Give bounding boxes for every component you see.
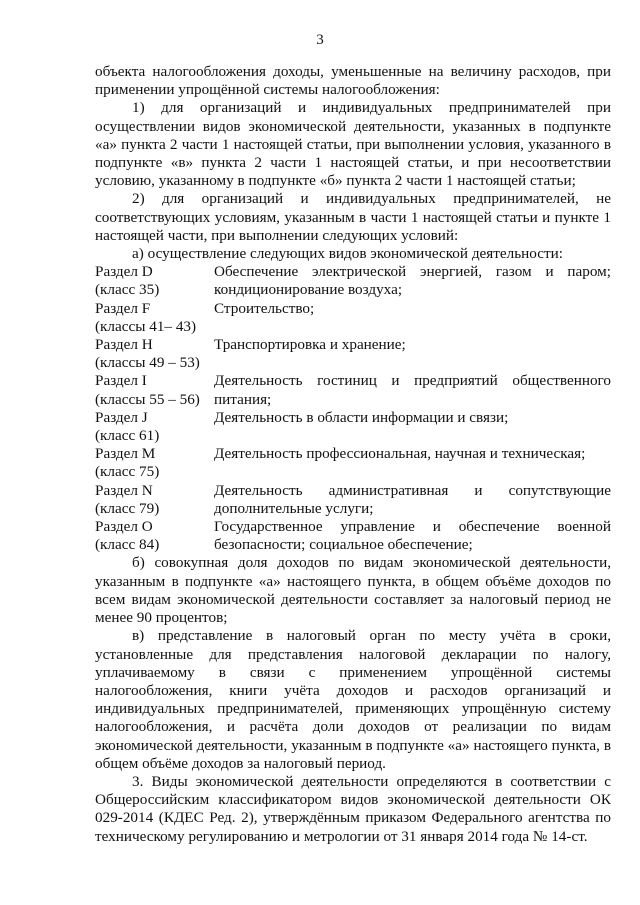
section-cell (95, 336, 214, 372)
paragraph-item-1: 1) для организаций и индивидуальных предпринимателей при осуществлении видов экономической деятельности, указанных в подпункте «а» пункта 2 части 1 настоящей статьи, при выполнении условия, указанного в подпункте «в» пункта 2 части 1 настоящей статьи, и при несоответствии условию, указанному в подпункте «б» пункта 2 части 1 настоящей статьи; (95, 99, 611, 190)
activity-description: Обеспечение электрической энергией, газом и паром; кондиционирование воздуха; (214, 263, 611, 299)
section-name: Раздел D (95, 263, 153, 281)
section-name: Раздел M (95, 445, 156, 463)
table-row (95, 409, 611, 445)
section-cell (95, 482, 214, 518)
table-row (95, 445, 611, 481)
paragraph-subitem-a: а) осуществление следующих видов экономической деятельности: (132, 245, 563, 263)
section-classes: (класс 84) (95, 536, 160, 554)
section-classes: (классы 41– 43) (95, 317, 197, 335)
section-cell (95, 409, 214, 445)
table-row (95, 372, 611, 408)
activity-description: Деятельность административная и сопутствующие дополнительные услуги; (214, 481, 611, 517)
section-classes: (класс 75) (95, 463, 160, 481)
section-cell (95, 445, 214, 481)
section-cell (95, 518, 214, 554)
table-row (95, 336, 611, 372)
paragraph-item-2: 2) для организаций и индивидуальных предпринимателей, не соответствующих условиям, указанным в части 1 настоящей статьи и пункте 1 настоящей части, при выполнении следующих условий: (95, 190, 611, 244)
activity-description: Деятельность гостиниц и предприятий общественного питания; (214, 372, 611, 408)
table-row (95, 300, 611, 336)
section-classes: (класс 35) (95, 281, 160, 299)
table-row (95, 518, 611, 554)
document-body (95, 63, 611, 846)
section-classes: (класс 79) (95, 499, 160, 517)
paragraph-item-3: 3. Виды экономической деятельности определяются в соответствии с Общероссийским классификатором видов экономической деятельности ОК 029-2014 (КДЕС Ред. 2), утверждённым приказом Федерального агентства по техническому регулированию и метрологии от 31 января 2014 года № 14-ст. (95, 772, 611, 845)
section-classes: (классы 55 – 56) (95, 390, 200, 408)
section-name: Раздел O (95, 518, 153, 536)
page-number: 3 (316, 32, 324, 48)
section-cell (95, 372, 214, 408)
activity-description: Деятельность профессиональная, научная и техническая; (214, 445, 586, 463)
section-cell (95, 263, 214, 299)
section-name: Раздел I (95, 372, 147, 390)
section-name: Раздел F (95, 299, 151, 317)
section-cell (95, 300, 214, 336)
section-name: Раздел H (95, 336, 153, 354)
paragraph-intro-continuation: объекта налогообложения доходы, уменьшенные на величину расходов, при применении упрощённой системы налогообложения: (95, 63, 611, 99)
table-row (95, 482, 611, 518)
section-classes: (классы 49 – 53) (95, 354, 200, 372)
section-classes: (класс 61) (95, 427, 160, 445)
activity-description: Деятельность в области информации и связи; (214, 408, 509, 426)
activity-description: Государственное управление и обеспечение военной безопасности; социальное обеспечение; (214, 518, 611, 554)
activity-description: Транспортировка и хранение; (214, 336, 406, 354)
table-row (95, 263, 611, 299)
section-name: Раздел N (95, 481, 153, 499)
activity-classification-table (95, 263, 611, 554)
paragraph-subitem-b: б) совокупная доля доходов по видам экономической деятельности, указанным в подпункте «а» настоящего пункта, в общем объёме доходов по всем видам экономической деятельности составляет за налоговый период не менее 90 процентов; (95, 554, 611, 627)
section-name: Раздел J (95, 408, 148, 426)
paragraph-subitem-v: в) представление в налоговый орган по месту учёта в сроки, установленные для представления налоговой декларации по налогу, уплачиваемому в связи с применением упрощённой системы налогообложения, книги учёта доходов и расходов организаций и индивидуальных предпринимателей, применяющих упрощённую систему налогообложения, и расчёта доли доходов от реализации по видам экономической деятельности, указанным в подпункте «а» настоящего пункта, в общем объёме доходов за налоговый период. (95, 627, 611, 772)
activity-description: Строительство; (214, 299, 315, 317)
